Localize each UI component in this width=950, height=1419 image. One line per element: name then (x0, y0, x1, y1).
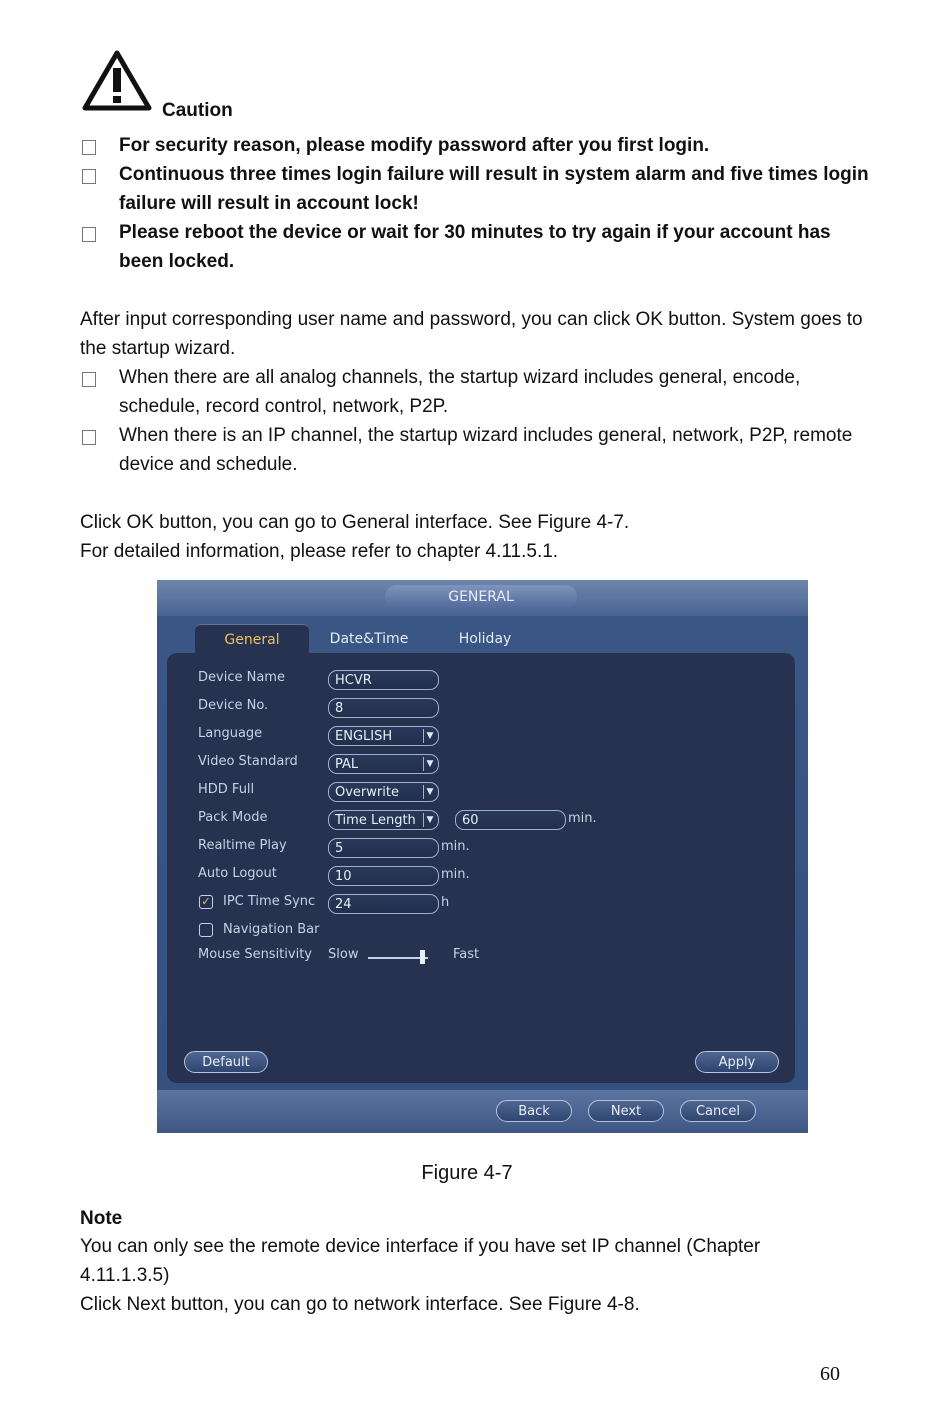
intro-paragraph: After input corresponding user name and password, you can click OK button. System goes to the startup wizard. (80, 309, 863, 359)
language-select[interactable] (328, 726, 439, 746)
navigation-bar-label: Navigation Bar (223, 922, 320, 937)
unit-min: min. (441, 839, 470, 854)
sensitivity-slider-track[interactable] (368, 957, 428, 959)
ipc-time-sync-checkbox[interactable]: ✓ (199, 895, 213, 909)
page-number: 60 (820, 1363, 840, 1385)
unit-min: min. (568, 811, 597, 826)
bullet-icon (82, 227, 96, 242)
language-label: Language (198, 726, 263, 741)
language-value: ENGLISH (335, 729, 393, 744)
pack-mode-label: Pack Mode (198, 810, 268, 825)
chevron-down-icon: ▼ (423, 813, 436, 827)
default-button[interactable]: Default (184, 1051, 268, 1073)
device-no-input[interactable]: 8 (328, 698, 439, 718)
pack-mode-value: Time Length (335, 813, 416, 828)
tab-date-time[interactable]: Date&Time (329, 631, 409, 647)
video-standard-value: PAL (335, 757, 359, 772)
video-standard-select[interactable] (328, 754, 439, 774)
pack-minutes-input[interactable]: 60 (455, 810, 566, 830)
auto-logout-input[interactable]: 10 (328, 866, 439, 886)
caution-item: For security reason, please modify password after you first login. (119, 135, 710, 156)
tab-general[interactable]: General (195, 624, 309, 655)
device-name-input[interactable]: HCVR (328, 670, 439, 690)
back-button[interactable]: Back (496, 1100, 572, 1122)
caution-item: Please reboot the device or wait for 30 minutes to try again if your account has been locked. (119, 222, 831, 272)
unit-min: min. (441, 867, 470, 882)
note-label: Note (80, 1208, 123, 1229)
chevron-down-icon: ▼ (423, 785, 436, 799)
cancel-button[interactable]: Cancel (680, 1100, 756, 1122)
device-no-label: Device No. (198, 698, 269, 713)
general-screenshot (157, 580, 808, 1133)
intro-bullet: When there is an IP channel, the startup wizard includes general, network, P2P, remote device and schedule. (119, 425, 853, 475)
intro-paragraph: Click OK button, you can go to General interface. See Figure 4-7. (80, 512, 630, 533)
video-standard-label: Video Standard (198, 754, 298, 769)
chevron-down-icon: ▼ (423, 757, 436, 771)
bullet-icon (82, 430, 96, 445)
intro-paragraph: For detailed information, please refer to chapter 4.11.5.1. (80, 541, 559, 562)
auto-logout-label: Auto Logout (198, 866, 277, 881)
mouse-sensitivity-label: Mouse Sensitivity (198, 947, 312, 962)
realtime-play-input[interactable]: 5 (328, 838, 439, 858)
note-text: Click Next button, you can go to network interface. See Figure 4-8. (80, 1294, 640, 1315)
slider-fast-label: Fast (453, 947, 480, 962)
tab-holiday[interactable]: Holiday (458, 631, 512, 647)
device-name-label: Device Name (198, 670, 285, 685)
bullet-icon (82, 169, 96, 184)
bullet-icon (82, 372, 96, 387)
intro-bullet: When there are all analog channels, the startup wizard includes general, encode, schedule, record control, network, P2P. (119, 367, 801, 417)
caution-item: Continuous three times login failure will result in system alarm and five times login failure will result in account lock! (119, 164, 869, 214)
hdd-full-value: Overwrite (335, 785, 399, 800)
hdd-full-select[interactable] (328, 782, 439, 802)
ipc-time-sync-label: IPC Time Sync (223, 894, 316, 909)
note-text: You can only see the remote device interface if you have set IP channel (Chapter 4.11.1.3.5) (80, 1236, 761, 1286)
figure-caption: Figure 4-7 (421, 1162, 513, 1184)
ipc-time-sync-input[interactable]: 24 (328, 894, 439, 914)
slider-slow-label: Slow (328, 947, 359, 962)
hdd-full-label: HDD Full (198, 782, 255, 797)
navigation-bar-checkbox[interactable] (199, 923, 213, 937)
dvr-title: GENERAL (385, 585, 577, 609)
unit-hour: h (441, 895, 450, 910)
sensitivity-slider-handle[interactable] (420, 950, 425, 964)
pack-mode-select[interactable] (328, 810, 439, 830)
caution-label: Caution (162, 100, 233, 121)
apply-button[interactable]: Apply (695, 1051, 779, 1073)
caution-icon (82, 50, 152, 112)
chevron-down-icon: ▼ (423, 729, 436, 743)
realtime-play-label: Realtime Play (198, 838, 287, 853)
bullet-icon (82, 140, 96, 155)
next-button[interactable]: Next (588, 1100, 664, 1122)
